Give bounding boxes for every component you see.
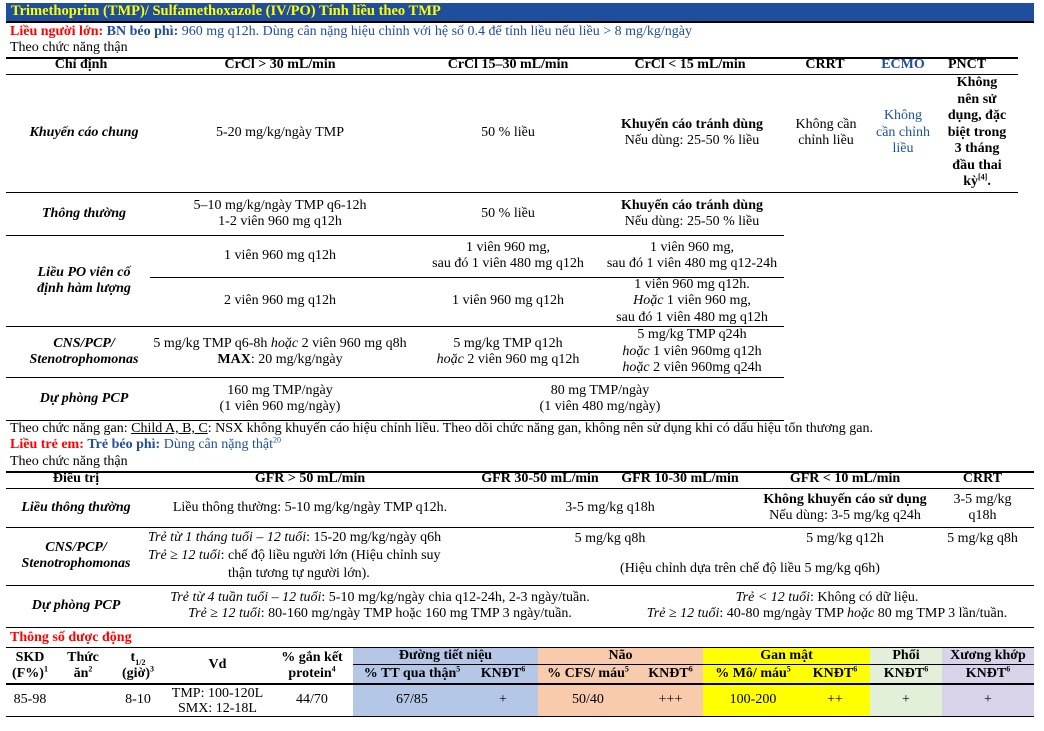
adult-header-15-30: CrCl 15–30 mL/min (447, 57, 569, 73)
cns-label-line: Stenotrophomonas (21, 556, 131, 571)
food-line (73, 663, 93, 682)
pk-brain-header: Não (608, 647, 633, 663)
adult-header-gt30: CrCl > 30 mL/min (224, 57, 336, 73)
child-cns-10-30: 5 mg/kg q12h (806, 530, 884, 546)
pk-protein-header (272, 648, 352, 683)
pk-protein-value: 44/70 (296, 692, 328, 708)
cns-text: 1 viên 960mg q12h (649, 343, 762, 359)
max-value: : 20 mg/kg/ngày (250, 352, 343, 367)
pk-brain-value: 50/40 (572, 692, 604, 708)
adult-usual-label: Thông thường (42, 205, 126, 221)
max-label: MAX (217, 352, 251, 367)
age-text: Trẻ từ 4 tuần tuổi – 12 tuổi (170, 589, 322, 605)
pk-urinary-value: 67/85 (396, 692, 428, 708)
pk-urinary-header: Đường tiết niệu (398, 647, 493, 663)
crrt-line: Không cần (795, 116, 857, 132)
adult-renal-label: Theo chức năng thận (10, 40, 128, 55)
child-usual-gt50: Liều thông thường: 5-10 mg/kg/ngày TMP q12h. (172, 499, 448, 515)
adult-pcp-rest (418, 378, 782, 420)
po-label-line: Liều PO viên cố (37, 264, 131, 280)
protein-line (288, 663, 336, 682)
child-cns-30-50: 5 mg/kg q8h (574, 530, 646, 546)
sub-text: % CFS/ máu (547, 665, 625, 681)
child-pcp-left (140, 586, 620, 626)
cns-line: 5 mg/kg TMP q12h (453, 335, 563, 351)
usual-line: 5–10 mg/kg/ngày TMP q6-12h (193, 197, 367, 213)
avoid-text: Khuyến cáo tránh dùng (621, 116, 763, 132)
adult-pcp-gt30 (150, 378, 410, 420)
po-line: 1 viên 960 mg, (466, 239, 550, 255)
pk-vd-header: Vd (208, 657, 227, 673)
cns-line (622, 360, 761, 377)
t12-sub: 1/2 (135, 657, 146, 667)
adult-usual-mid: 50 % liều (481, 205, 535, 221)
po-line: sau đó 1 viên 480 mg q12-24h (606, 256, 778, 271)
ecmo-line: cần chỉnh (875, 124, 931, 140)
protein-text: protein (288, 665, 332, 681)
sub-ref: 5 (624, 664, 629, 674)
knd-text: KNĐT (883, 665, 925, 681)
sub-ref: 5 (456, 664, 461, 674)
child-header-lt10: GFR < 10 mL/min (789, 471, 901, 487)
adult-header-crrt: CRRT (805, 57, 845, 73)
child-obese-label: Trẻ béo phì: (87, 437, 161, 452)
t12-text: (giờ) (122, 665, 150, 681)
skd-ref: 1 (43, 663, 48, 673)
usual-line: 1-2 viên 960 mg q12h (218, 214, 342, 229)
vd-line: SMX: 12-18L (178, 700, 257, 716)
adult-po-r1-gt30: 1 viên 960 mg q12h (224, 247, 336, 263)
knd-ref: 6 (1006, 664, 1011, 674)
cns-line: 5 mg/kg TMP q24h (637, 327, 747, 343)
pk-skd-header (6, 648, 54, 683)
title-bar (6, 3, 1034, 23)
adult-po-r2-lt15 (592, 278, 792, 325)
adult-po-r2-mid: 1 viên 960 mg q12h (452, 293, 564, 309)
child-header-30-50: GFR 30-50 mL/min (481, 471, 599, 487)
adult-po-label (6, 236, 162, 326)
if-used-text: Nếu dùng: 25-50 % liều (624, 133, 760, 148)
food-text: ăn (73, 665, 89, 681)
crrt-line: 3-5 mg/kg (953, 491, 1012, 507)
cns-line (437, 352, 580, 369)
knd-ref: 6 (924, 664, 929, 674)
adult-header-indication: Chỉ định (54, 57, 108, 73)
child-cns-label (6, 528, 146, 584)
cns-line (622, 344, 761, 361)
pnct-line: nên sử (957, 91, 997, 107)
pk-liver-sub (703, 665, 803, 683)
pk-liver-header: Gan mật (760, 647, 813, 663)
cns-line (217, 352, 342, 369)
adult-po-r1-mid (410, 236, 606, 276)
pnct-line: Không (956, 75, 998, 91)
pk-urinary-knd-value: + (499, 692, 507, 708)
pcp-line (188, 606, 572, 623)
adult-po-r1-lt15 (592, 236, 792, 276)
age-text: Trẻ từ 1 tháng tuổi – 12 tuổi (148, 530, 307, 545)
pk-label: Thông số dược động (10, 630, 132, 645)
pk-food-header (60, 648, 106, 683)
age-text: Trẻ < 12 tuổi (735, 589, 811, 605)
pnct-ref: [4] (977, 172, 988, 182)
not-recommended-text: Không khuyến cáo sử dụng (763, 491, 927, 507)
pcp-line: 160 mg TMP/ngày (227, 382, 333, 398)
cns-label-line: CNS/PCP/ (53, 335, 115, 351)
pk-t12-value: 8-10 (125, 692, 151, 708)
cns-line (148, 547, 468, 565)
adult-cns-mid (418, 327, 598, 377)
avoid-text: Khuyến cáo tránh dùng (621, 197, 763, 213)
po-label-line: định hàm lượng (37, 281, 131, 296)
child-header-10-30: GFR 10-30 mL/min (621, 471, 739, 487)
t12-line (122, 663, 154, 682)
cns-line (148, 529, 468, 547)
child-header-crrt: CRRT (962, 471, 1003, 487)
adult-header-ecmo: ECMO (881, 57, 925, 73)
t12-ref: 3 (149, 663, 154, 673)
adult-liver-note (10, 421, 873, 437)
skd-line (12, 663, 48, 682)
child-obese-line (10, 437, 281, 453)
age-text: Trẻ ≥ 12 tuổi (148, 548, 221, 563)
divider (6, 527, 1034, 528)
knd-ref: 6 (688, 664, 693, 674)
liver-note-text: : NSX không khuyến cáo hiệu chỉnh liều. Theo dõi chức năng gan, không nên sử dụng khi có dấu hiệu tổn thương gan. (207, 421, 873, 436)
pk-brain-knd-value: +++ (658, 692, 683, 708)
sub-text: % Mô/ máu (715, 665, 787, 681)
knd-text: KNĐT (648, 665, 689, 681)
pk-lung-value: + (902, 692, 910, 708)
t12-line (131, 650, 146, 666)
knd-text: KNĐT (480, 665, 522, 681)
adult-general-crrt (785, 75, 867, 191)
child-class-text: Child A, B, C (131, 421, 208, 436)
pk-lung-knd (870, 665, 942, 683)
sub-text: % TT qua thận (363, 665, 457, 681)
pcp-line (736, 590, 919, 607)
pk-urinary-sub (353, 665, 471, 683)
pk-liver-knd-value: ++ (827, 692, 843, 708)
cns-line (153, 336, 406, 353)
adult-obese-text: 960 mg q12h. Dùng cân nặng hiệu chỉnh với hệ số 0.4 để tính liều nếu liều > 8 mg/kg/ngày (181, 24, 693, 39)
child-cns-gt50 (148, 529, 468, 583)
child-usual-lt10 (745, 489, 945, 527)
child-usual-label: Liều thông thường (21, 499, 131, 515)
liver-note-text: Theo chức năng gan: (10, 421, 132, 436)
protein-text: % gắn kết (281, 649, 343, 665)
adult-cns-lt15 (592, 327, 792, 377)
pnct-line: dụng, đặc (947, 108, 1007, 124)
pcp-line (647, 606, 1007, 623)
child-label: Liều trẻ em: (10, 437, 84, 452)
child-renal-label: Theo chức năng thận (10, 454, 128, 469)
cns-label-line: Stenotrophomonas (29, 352, 139, 367)
pcp-line: (1 viên 960 mg/ngày) (219, 399, 341, 414)
pk-liver-knd (800, 665, 870, 683)
food-text: Thức (67, 649, 99, 665)
pk-urinary-knd (468, 665, 538, 683)
pk-joint-knd (942, 665, 1034, 683)
child-obese-ref: 20 (272, 435, 281, 445)
dose-text: : 15-20 mg/kg/ngày q6h (306, 530, 442, 545)
dose-text: : 80-160 mg/ngày TMP hoặc 160 mg TMP 3 ngày/tuần. (260, 606, 572, 621)
dose-text: : chế độ liều người lớn (Hiệu chỉnh suy (220, 548, 441, 563)
pk-joint-header: Xương khớp (950, 647, 1026, 663)
pnct-line: kỳ[4]. (963, 172, 991, 190)
age-text: Trẻ ≥ 12 tuổi (646, 606, 720, 621)
page-title: Trimethoprim (TMP)/ Sulfamethoxazole (IV/PO) Tính liều theo TMP (11, 3, 441, 19)
dose-text: : Không có dữ liệu. (810, 589, 919, 605)
adult-general-mid: 50 % liều (481, 124, 535, 140)
skd-text: (F%) (12, 665, 44, 681)
or-text: hoặc (622, 360, 650, 376)
or-text: hoặc (622, 343, 650, 359)
child-header-gt50: GFR > 50 mL/min (254, 471, 366, 487)
pk-t12-header (112, 648, 164, 683)
knd-ref: 6 (853, 664, 858, 674)
age-text: Trẻ ≥ 12 tuổi (188, 606, 261, 621)
pk-lung-header: Phổi (892, 647, 920, 663)
pnct-line: đầu thai (952, 157, 1002, 173)
dose-text: : 5-10 mg/kg/ngày chia q12-24h, 2-3 ngày/tuần. (321, 589, 590, 605)
child-header-treat: Điều trị (52, 471, 100, 487)
ecmo-line: liều (892, 141, 914, 157)
crrt-line: chỉnh liều (798, 133, 854, 148)
vd-line: TMP: 100-120L (171, 685, 264, 701)
adult-pcp-label: Dự phòng PCP (39, 390, 129, 406)
adult-general-label: Khuyến cáo chung (29, 124, 139, 140)
adult-header-lt15: CrCl < 15 mL/min (634, 57, 746, 73)
adult-obese-line (10, 24, 692, 40)
po-line (633, 293, 751, 310)
po-text: 1 viên 960 mg, (663, 293, 751, 309)
pk-liver-value: 100-200 (729, 692, 777, 708)
cns-label-line: CNS/PCP/ (45, 539, 107, 555)
child-pcp-right (620, 586, 1034, 626)
adult-obese-label: BN béo phì: (106, 24, 179, 39)
crrt-line: q18h (968, 508, 997, 523)
adult-po-r2-gt30: 2 viên 960 mg q12h (224, 293, 336, 309)
child-pcp-label: Dự phòng PCP (31, 597, 121, 613)
cns-text: 2 viên 960mg q24h (649, 360, 762, 376)
knd-text: KNĐT (812, 665, 854, 681)
pk-brain-sub (538, 665, 638, 683)
po-line: sau đó 1 viên 480 mg q12h (616, 309, 768, 325)
or-text: hoặc (436, 352, 464, 367)
child-usual-mid: 3-5 mg/kg q18h (565, 499, 655, 515)
pnct-line: biệt trong (947, 124, 1007, 140)
adult-usual-lt15 (592, 193, 792, 235)
or-text: hoặc (846, 606, 875, 621)
adult-cns-label (6, 327, 162, 377)
child-usual-crrt (935, 489, 1030, 527)
pnct-last: kỳ (963, 174, 978, 190)
pnct-line: 3 tháng (954, 141, 1000, 157)
ecmo-line: Không (883, 108, 923, 124)
adult-general-lt15 (592, 75, 792, 191)
pcp-line (170, 590, 589, 607)
pk-brain-knd (638, 665, 703, 683)
adult-cns-gt30 (145, 327, 415, 377)
protein-ref: 4 (331, 663, 336, 673)
dose-text: : 40-80 mg/ngày TMP (719, 606, 847, 621)
if-used-text: Nếu dùng: 25-50 % liều (624, 214, 760, 229)
child-obese-text: Dùng cân nặng thật (163, 437, 273, 452)
or-text: Hoặc (633, 293, 664, 309)
pcp-line: 80 mg TMP/ngày (550, 382, 650, 398)
pk-joint-value: + (984, 692, 992, 708)
divider (6, 716, 1034, 717)
if-used-text: Nếu dùng: 3-5 mg/kg q24h (769, 508, 921, 523)
child-cns-crrt: 5 mg/kg q8h (947, 530, 1018, 546)
skd-text: SKD (15, 649, 45, 665)
cns-text: 2 viên 960 mg q12h (463, 352, 580, 367)
po-line: sau đó 1 viên 480 mg q12h (432, 256, 584, 271)
or-text: hoặc (270, 335, 299, 351)
po-line: 1 viên 960 mg, (650, 239, 734, 255)
pk-skd-value: 85-98 (13, 692, 47, 708)
food-ref: 2 (88, 663, 93, 673)
adult-label: Liều người lớn: (10, 24, 104, 39)
cns-text: 2 viên 960 mg q8h (298, 335, 407, 351)
adult-general-gt30: 5-20 mg/kg/ngày TMP (215, 124, 345, 140)
adult-general-pnct (937, 75, 1017, 191)
divider (6, 627, 1034, 628)
adult-header-pnct: PNCT (947, 57, 987, 73)
pcp-line: (1 viên 480 mg/ngày) (539, 399, 661, 414)
pk-vd-value (165, 685, 270, 716)
po-line: 1 viên 960 mg q12h. (634, 276, 750, 292)
sub-ref: 5 (786, 664, 791, 674)
child-cns-note: (Hiệu chỉnh dựa trên chế độ liều 5 mg/kg q6h) (620, 560, 880, 576)
knd-text: KNĐT (965, 665, 1007, 681)
adult-general-ecmo (868, 75, 938, 191)
cns-text: 5 mg/kg TMP q6-8h (153, 335, 271, 351)
dose-text: 80 mg TMP 3 lần/tuần. (874, 606, 1008, 621)
t12-text: t (130, 649, 136, 665)
cns-line: thận tương tự người lớn). (228, 566, 370, 581)
knd-ref: 6 (521, 664, 526, 674)
adult-usual-gt30 (150, 193, 410, 235)
